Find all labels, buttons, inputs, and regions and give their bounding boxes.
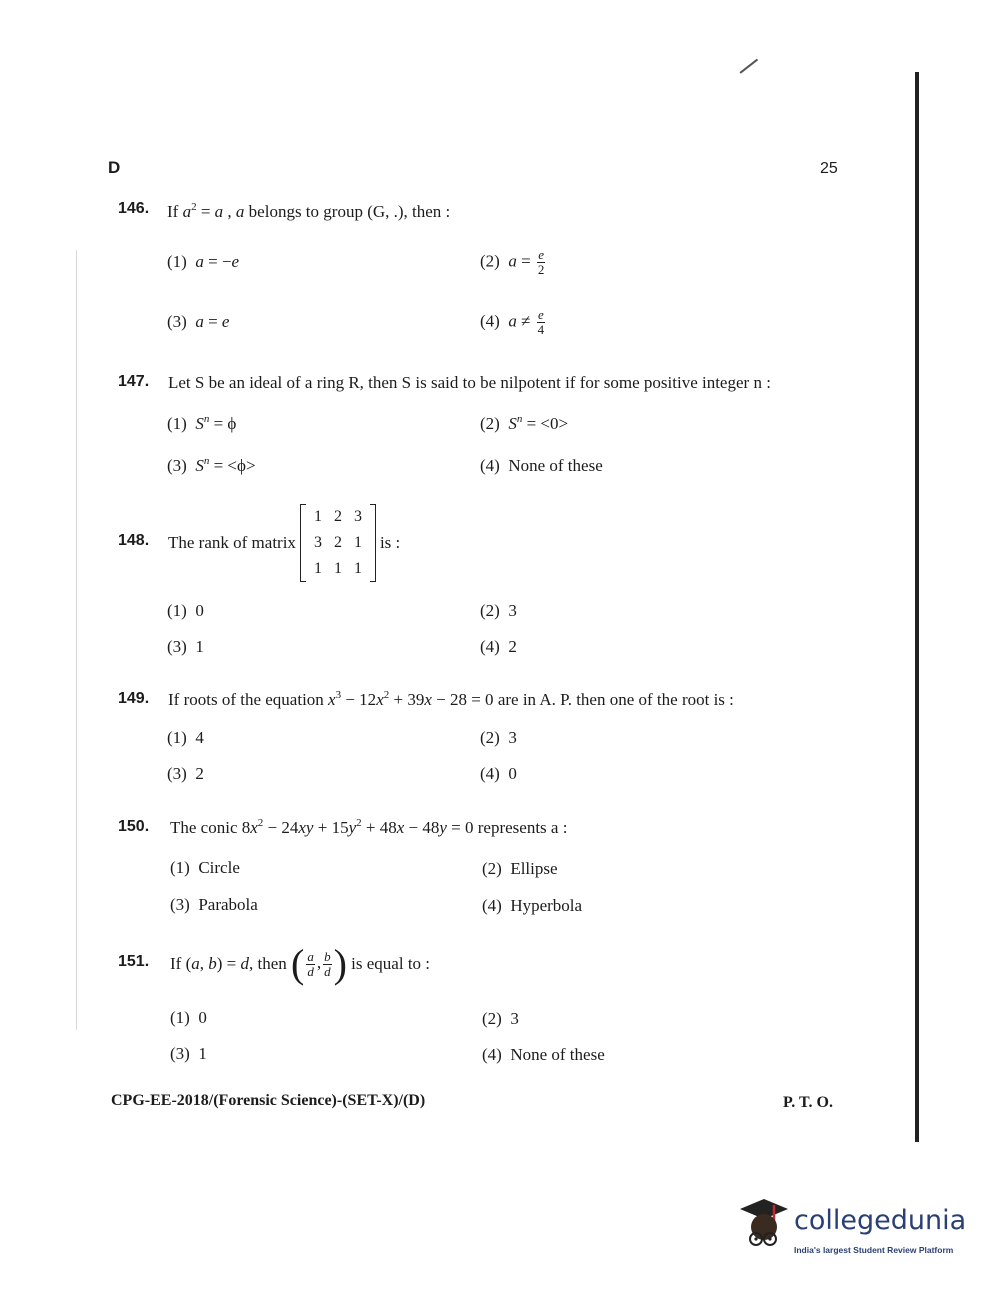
page-fold-line [76,250,77,1030]
question-text: The conic $8x^2 - 24xy + 15y^2 + 48x - 48y = 0$ represents a : [170,817,568,837]
option-2: (2) a = $\frac{e}{2}$ [480,247,545,277]
option-4: (4) None of these [480,456,603,475]
option-4: (4) a ≠ $\frac{e}{4}$ [480,307,545,337]
option-1: (1) a = −e [167,252,240,271]
page-edge-bar [915,72,919,1142]
question-text: If (a, b) = d, then ( $\frac{a}{d}$ , $\frac{b}{d}$ ) is equal to : [170,941,431,986]
option-1: (1) 0 [167,601,204,620]
option-4: (4) 0 [480,764,517,783]
option-3: (3) 1 [167,637,204,656]
option-4: (4) Hyperbola [482,896,583,915]
option-1: (1) 0 [170,1008,207,1027]
graduate-mascot-icon [734,1195,794,1255]
question-number: 146. [118,200,150,217]
option-2: (2) Ellipse [482,859,558,878]
logo-brand: collegedunia [794,1205,967,1236]
matrix: 1 2 3 3 2 1 1 1 1 [300,504,376,582]
question-text: The rank of matrix 1 2 3 3 2 1 1 1 1 is : [168,504,400,582]
question-number: 147. [118,373,150,390]
option-2: (2) 3 [482,1009,519,1028]
question-number: 148. [118,532,150,549]
option-3: (3) a = e [167,312,230,331]
paper-code: CPG-EE-2018/(Forensic Science)-(SET-X)/(D) [111,1092,426,1109]
question-text: If roots of the equation $x^3 - 12x^2 + 39x - 28 = 0$ are in A. P. then one of the root is : [168,689,734,709]
option-3: (3) Parabola [170,895,258,914]
option-1: (1) 4 [167,728,204,747]
question-number: 151. [118,953,150,970]
option-2: (2) 3 [480,601,517,620]
option-1: (1) Circle [170,858,240,877]
option-2: (2) $S^n = <0>$ [480,413,569,433]
question-number: 150. [118,818,150,835]
collegedunia-logo [734,1195,967,1265]
option-2: (2) 3 [480,728,517,747]
option-1: (1) $S^n = \phi$ [167,413,237,433]
option-3: (3) 2 [167,764,204,783]
set-letter: D [108,158,121,177]
question-number: 149. [118,690,150,707]
option-4: (4) 2 [480,637,517,656]
question-text: Let S be an ideal of a ring R, then S is said to be nilpotent if for some positive integer n : [168,373,771,392]
question-text: If $a^2 = a$ , a belongs to group (G, .), then : [167,201,451,221]
option-4: (4) None of these [482,1045,605,1064]
option-3: (3) $S^n = <\phi>$ [167,455,256,475]
pen-tick-mark [740,59,758,74]
option-3: (3) 1 [170,1044,207,1063]
page-number: 25 [820,160,838,177]
pto-label: P. T. O. [783,1094,833,1111]
logo-tagline: India's largest Student Review Platform [794,1245,954,1255]
